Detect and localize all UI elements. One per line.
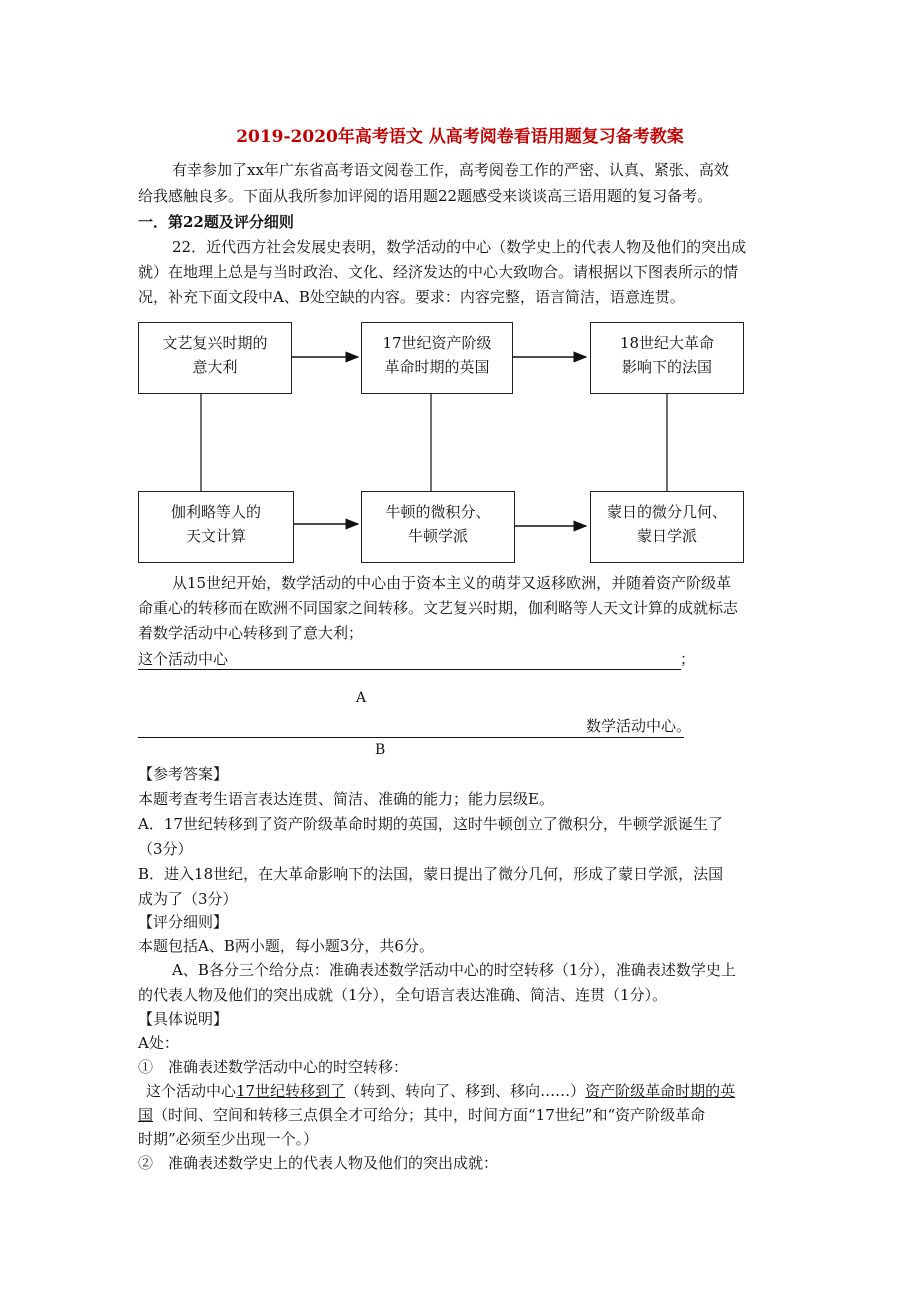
box-line: 伽利略等人的 [170,503,261,521]
diagram-box-galileo [138,491,294,563]
passage-line-3: 着数学活动中心转移到了意大利； [138,624,364,642]
scoring-line: 的代表人物及他们的突出成就（1分），全句语言表达准确、简洁、连贯（1分）。 [138,986,668,1004]
intro-line-2: 给我感触良多。下面从我所参加评阅的语用题22题感受来谈谈高三语用题的复习备考。 [138,187,713,205]
box-line: 文艺复兴时期的 [162,334,268,352]
point1-continuation-2: 时期”必须至少出现一个。） [138,1130,319,1148]
scoring-line: A、B各分三个给分点：准确表述数学活动中心的时空转移（1分），准确表述数学史上 [172,961,736,979]
question-line-2: 就）在地理上总是与当时政治、文化、经济发达的中心大致吻合。请根据以下图表所示的情 [138,263,739,281]
passage-line-1: 从15世纪开始，数学活动的中心由于资本主义的萌芽又返移欧洲，并随着资产阶级革 [172,574,732,592]
box-line: 牛顿学派 [407,527,468,545]
blank-a-prefix: 这个活动中心 [138,650,229,668]
diagram-box-england [361,322,513,394]
diagram-box-france [590,322,744,394]
box-line: 天文计算 [185,527,246,545]
point-2: ② 准确表述数学史上的代表人物及他们的突出成就： [138,1154,499,1172]
continuation-underline: 国 [138,1106,154,1124]
box-line: 蒙日的微分几何、 [606,503,727,521]
label-b: B [375,742,386,758]
diagram-box-italy [138,322,292,394]
scoring-line: 本题包括A、B两小题，每小题3分，共6分。 [138,937,434,955]
answer-line: B．进入18世纪，在大革命影响下的法国，蒙日提出了微分几何，形成了蒙日学派，法国 [138,865,724,883]
question-line-1: 22．近代西方社会发展史表明，数学活动的中心（数学史上的代表人物及他们的突出成 [172,238,747,256]
answer-line: 本题考查考生语言表达连贯、简洁、准确的能力；能力层级E。 [138,790,554,808]
box-line: 蒙日学派 [636,527,697,545]
point-1: ① 准确表述数学活动中心的时空转移： [138,1058,409,1076]
example-prefix: 这个活动中心 [146,1082,237,1100]
intro-line-1: 有幸参加了xx年广东省高考语文阅卷工作，高考阅卷工作的严密、认真、紧张、高效 [172,161,729,179]
blank-b-suffix: 数学活动中心。 [586,717,692,735]
answer-heading: 【参考答案】 [138,765,229,783]
example-mid: （转到、转向了、移到、移向……） [345,1082,586,1100]
example-underline-2: 资产阶级革命时期的英 [585,1082,736,1100]
answer-line: （3分） [138,840,193,858]
box-line: 牛顿的微积分、 [385,503,491,521]
answer-line: 成为了（3分） [138,890,238,908]
box-line: 革命时期的英国 [384,358,490,376]
box-line: 意大利 [192,358,238,376]
continuation-rest: （时间、空间和转移三点俱全才可给分；其中，时间方面“17世纪”和“资产阶级革命 [153,1106,706,1124]
box-line: 18世纪大革命 [619,334,715,352]
passage-line-2: 命重心的转移而在欧洲不同国家之间转移。文艺复兴时期，伽利略等人天文计算的成就标志 [138,599,739,617]
detail-a-label: A处： [138,1034,179,1052]
box-line: 影响下的法国 [621,358,712,376]
point1-continuation [138,1103,705,1127]
section-heading: 一．第22题及评分细则 [138,213,294,231]
detail-heading: 【具体说明】 [138,1010,229,1028]
example-underline-1: 17世纪转移到了 [236,1082,346,1100]
diagram-box-monge [590,491,744,563]
blank-a-suffix: ； [680,650,696,668]
box-line: 17世纪资产阶级 [382,334,492,352]
point1-example [146,1079,735,1103]
scoring-heading: 【评分细则】 [138,913,229,931]
label-a: A [356,690,367,706]
question-line-3: 况，补充下面文段中A、B处空缺的内容。要求：内容完整，语言简洁，语意连贯。 [138,288,685,306]
diagram-box-newton [361,491,515,563]
document-title: 2019-2020年高考语文 从高考阅卷看语用题复习备考教案 [236,127,684,147]
answer-line: A．17世纪转移到了资产阶级革命时期的英国，这时牛顿创立了微积分，牛顿学派诞生了 [138,815,723,833]
blank-a-line[interactable] [138,669,681,670]
